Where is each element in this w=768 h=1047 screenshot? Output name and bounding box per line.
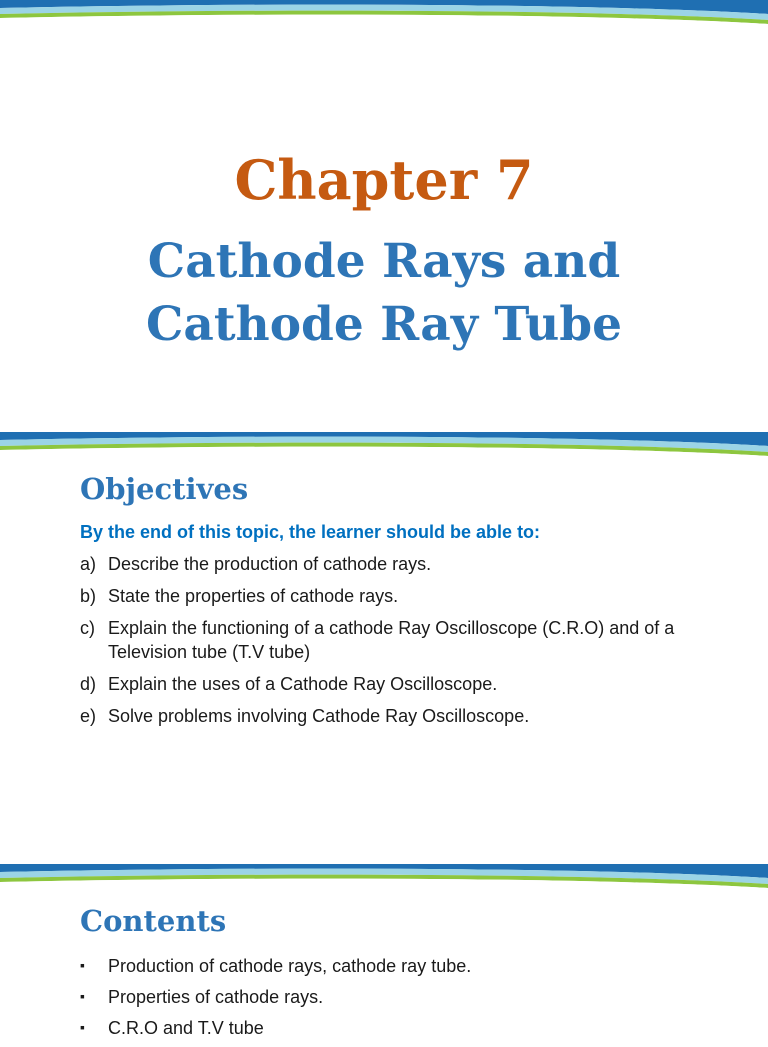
list-text: Properties of cathode rays. <box>108 987 324 1007</box>
square-bullet-icon: ▪ <box>80 957 85 973</box>
objectives-slide <box>0 432 768 864</box>
list-marker: a) <box>80 554 97 574</box>
subtitle-line-2: Cathode Ray Tube <box>145 297 623 352</box>
wave-banner <box>0 0 768 30</box>
list-text: C.R.O and T.V tube <box>108 1018 264 1038</box>
list-marker: e) <box>80 706 97 726</box>
wave-banner <box>0 432 768 462</box>
objectives-intro: By the end of this topic, the learner should be able to: <box>80 522 541 542</box>
list-item <box>80 584 750 608</box>
wave-banner <box>0 864 768 894</box>
list-item <box>80 954 750 978</box>
objectives-list <box>80 552 750 736</box>
subtitle-line-1: Cathode Rays and <box>147 234 621 289</box>
list-text: Production of cathode rays, cathode ray tube. <box>108 956 472 976</box>
contents-slide <box>0 864 768 1038</box>
chapter-subtitle <box>0 230 768 356</box>
list-text: Explain the functioning of a cathode Ray Oscilloscope (C.R.O) and of a Television tube (T.V tube) <box>108 618 675 662</box>
title-slide <box>0 0 768 432</box>
list-item <box>80 672 750 696</box>
square-bullet-icon: ▪ <box>80 1019 85 1035</box>
list-item <box>80 704 750 728</box>
list-item <box>80 1016 750 1040</box>
contents-heading: Contents <box>80 904 227 938</box>
list-marker: d) <box>80 674 97 694</box>
square-bullet-icon: ▪ <box>80 988 85 1004</box>
list-item <box>80 552 750 576</box>
contents-list <box>80 954 750 1047</box>
list-item <box>80 616 750 664</box>
list-item <box>80 985 750 1009</box>
list-text: Solve problems involving Cathode Ray Oscilloscope. <box>108 706 530 726</box>
objectives-heading: Objectives <box>80 472 249 506</box>
list-text: Describe the production of cathode rays. <box>108 554 432 574</box>
list-marker: c) <box>80 618 95 638</box>
chapter-title: Chapter 7 <box>234 148 534 212</box>
list-text: State the properties of cathode rays. <box>108 586 399 606</box>
list-text: Explain the uses of a Cathode Ray Oscilloscope. <box>108 674 498 694</box>
list-marker: b) <box>80 586 97 606</box>
